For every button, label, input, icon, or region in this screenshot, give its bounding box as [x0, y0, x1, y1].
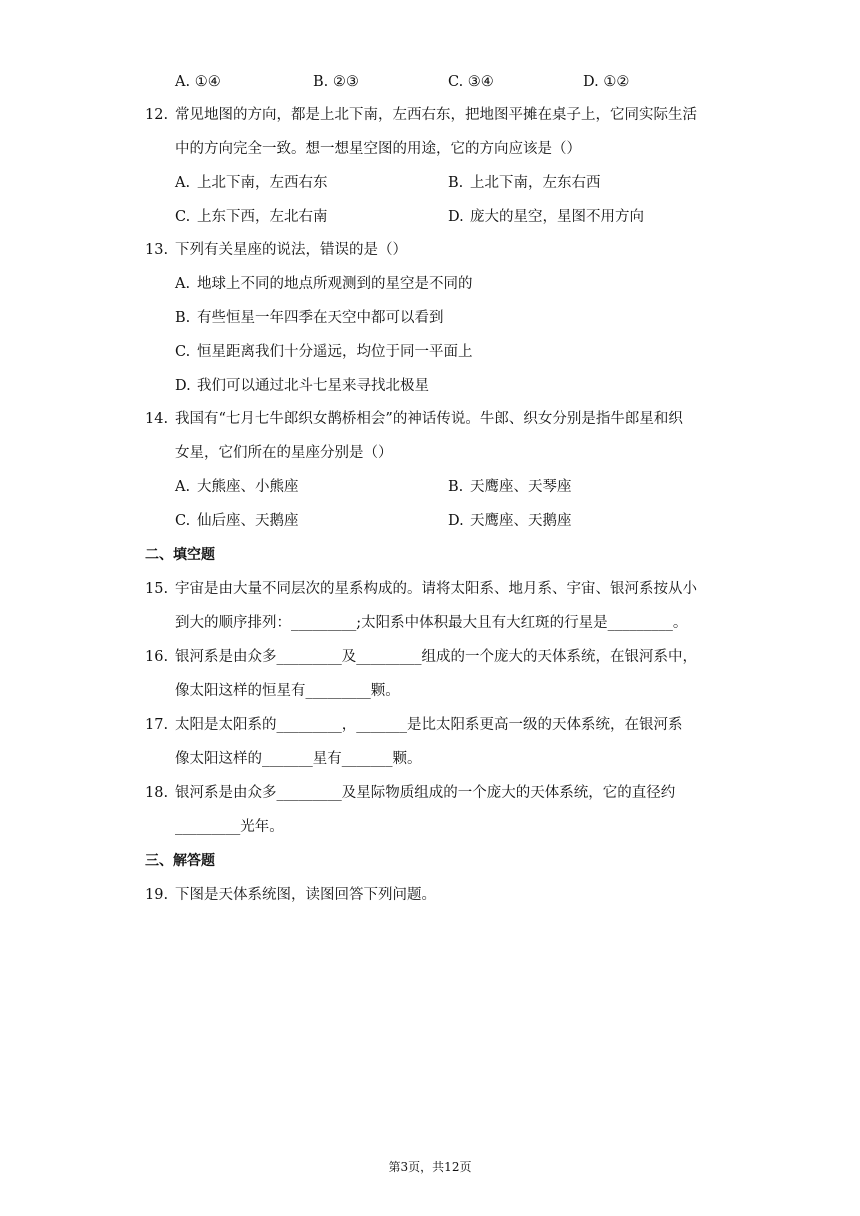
q15-stem-line2: 到大的顺序排列：_________;太阳系中体积最大且有大红斑的行星是_________。 — [175, 615, 688, 631]
q14-option-d: D. 天鹰座、天鹅座 — [448, 513, 572, 529]
q12-stem-line2: 中的方向完全一致。想一想星空图的用途，它的方向应该是（） — [175, 141, 581, 157]
q12-option-c: C. 上东下西，左北右南 — [175, 209, 328, 225]
q14-option-a: A. 大熊座、小熊座 — [175, 479, 299, 495]
q11-option-d: D. ①② — [583, 74, 630, 90]
q14-number: 14. — [145, 411, 169, 427]
q12-option-a: A. 上北下南，左西右东 — [175, 175, 328, 191]
q14-option-c: C. 仙后座、天鹅座 — [175, 513, 299, 529]
q19-number: 19. — [145, 887, 169, 903]
section-heading-answer: 三、解答题 — [145, 853, 215, 869]
q18-stem-line1: 银河系是由众多_________及星际物质组成的一个庞大的天体系统，它的直径约 — [175, 785, 676, 801]
q11-option-a: A. ①④ — [175, 74, 221, 90]
q13-stem: 下列有关星座的说法，错误的是（） — [175, 242, 407, 258]
q15-stem-line1: 宇宙是由大量不同层次的星系构成的。请将太阳系、地月系、宇宙、银河系按从小 — [175, 581, 697, 597]
q11-option-b: B. ②③ — [313, 74, 359, 90]
q17-number: 17. — [145, 717, 169, 733]
section-heading-fill-in: 二、填空题 — [145, 547, 215, 563]
q14-stem-line2: 女星，它们所在的星座分别是（） — [175, 445, 393, 461]
q14-stem-line1: 我国有“七月七牛郎织女鹊桥相会”的神话传说。牛郎、织女分别是指牛郎星和织 — [175, 411, 683, 427]
q16-stem-line2: 像太阳这样的恒星有_________颗。 — [175, 683, 400, 699]
q18-stem-line2: _________光年。 — [175, 819, 284, 835]
q13-option-d: D. 我们可以通过北斗七星来寻找北极星 — [175, 378, 429, 394]
q14-option-b: B. 天鹰座、天琴座 — [448, 479, 572, 495]
q16-number: 16. — [145, 649, 169, 665]
q17-stem-line2: 像太阳这样的_______星有_______颗。 — [175, 751, 422, 767]
q19-stem: 下图是天体系统图，读图回答下列问题。 — [175, 887, 436, 903]
q15-number: 15. — [145, 581, 169, 597]
q18-number: 18. — [145, 785, 169, 801]
page-footer: 第3页，共12页 — [388, 1160, 472, 1174]
q12-option-b: B. 上北下南，左东右西 — [448, 175, 601, 191]
q11-option-c: C. ③④ — [448, 74, 494, 90]
q12-option-d: D. 庞大的星空，星图不用方向 — [448, 209, 644, 225]
q13-option-a: A. 地球上不同的地点所观测到的星空是不同的 — [175, 276, 473, 292]
q13-option-b: B. 有些恒星一年四季在天空中都可以看到 — [175, 310, 444, 326]
q13-number: 13. — [145, 242, 169, 258]
q13-option-c: C. 恒星距离我们十分遥远，均位于同一平面上 — [175, 344, 473, 360]
q12-number: 12. — [145, 107, 169, 123]
q16-stem-line1: 银河系是由众多_________及_________组成的一个庞大的天体系统，在银河系中， — [175, 649, 697, 665]
q12-stem-line1: 常见地图的方向，都是上北下南，左西右东，把地图平摊在桌子上，它同实际生活 — [175, 107, 697, 123]
q17-stem-line1: 太阳是太阳系的_________，_______是比太阳系更高一级的天体系统，在银河系 — [175, 717, 683, 733]
